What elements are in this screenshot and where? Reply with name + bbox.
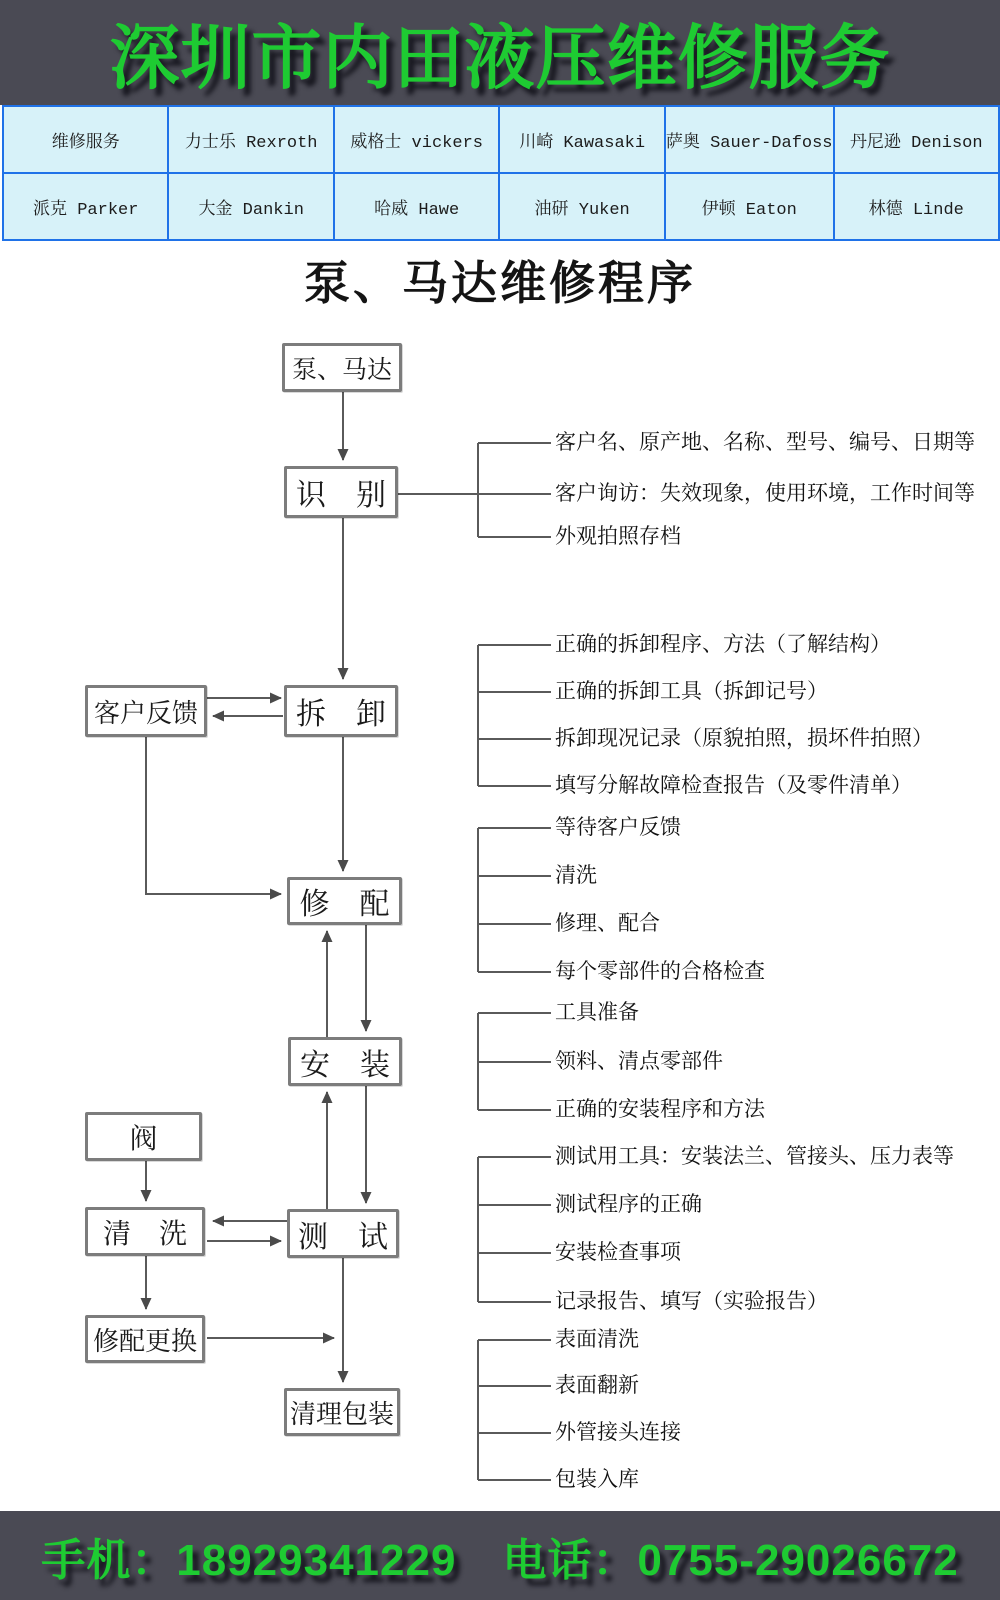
brand-cell-rexroth: 力士乐 Rexroth (169, 107, 332, 172)
annotation-item: 每个零部件的合格检查 (555, 960, 765, 983)
annotation-item: 测试程序的正确 (555, 1193, 702, 1216)
annotation-item: 领料、清点零部件 (555, 1050, 723, 1073)
annotation-item: 拆卸现况记录（原貌拍照，损坏件拍照） (555, 727, 933, 750)
annotation-item: 正确的拆卸程序、方法（了解结构） (555, 633, 891, 656)
brand-cell-kawasaki: 川崎 Kawasaki (500, 107, 663, 172)
brand-cell-parker: 派克 Parker (4, 174, 167, 239)
annotation-item: 包装入库 (555, 1468, 639, 1491)
brand-table (2, 105, 1000, 241)
header-band (0, 0, 1000, 105)
brand-cell-repair-service: 维修服务 (4, 107, 167, 172)
annotation-item: 测试用工具：安装法兰、管接头、压力表等 (555, 1145, 954, 1168)
phone-number: 电话：0755-29026672 (502, 1535, 959, 1585)
node-repair: 修 配 (287, 877, 402, 925)
company-title: 深圳市内田液压维修服务 (109, 19, 891, 97)
node-clean: 清 洗 (85, 1207, 205, 1256)
annotation-item: 正确的拆卸工具（拆卸记号） (555, 680, 828, 703)
annotation-item: 正确的安装程序和方法 (555, 1098, 765, 1121)
mobile-number: 手机：18929341229 (41, 1535, 457, 1585)
brand-cell-hawe: 哈威 Hawe (335, 174, 498, 239)
node-assemble: 安 装 (288, 1037, 402, 1086)
node-customer-feedback: 客户反馈 (85, 685, 207, 737)
node-disassemble: 拆 卸 (284, 685, 398, 737)
annotation-item: 表面翻新 (555, 1374, 639, 1397)
annotation-item: 客户询访：失效现象，使用环境，工作时间等 (555, 482, 975, 505)
node-test: 测 试 (287, 1209, 399, 1258)
brand-cell-linde: 林德 Linde (835, 174, 998, 239)
brand-cell-eaton: 伊顿 Eaton (666, 174, 833, 239)
annotation-item: 客户名、原产地、名称、型号、编号、日期等 (555, 431, 975, 454)
node-identify: 识 别 (284, 466, 398, 518)
annotation-item: 表面清洗 (555, 1328, 639, 1351)
annotation-item: 填写分解故障检查报告（及零件清单） (555, 774, 912, 797)
annotation-item: 清洗 (555, 864, 597, 887)
brand-cell-dankin: 大金 Dankin (169, 174, 332, 239)
annotation-item: 记录报告、填写（实验报告） (555, 1290, 828, 1313)
node-pump-motor: 泵、马达 (282, 343, 402, 392)
annotation-item: 修理、配合 (555, 912, 660, 935)
node-repair-replace: 修配更换 (85, 1315, 205, 1363)
annotation-item: 安装检查事项 (555, 1241, 681, 1264)
brand-cell-denison: 丹尼逊 Denison (835, 107, 998, 172)
brand-cell-vickers: 威格士 vickers (335, 107, 498, 172)
annotation-item: 等待客户反馈 (555, 816, 681, 839)
annotation-item: 外观拍照存档 (555, 525, 681, 548)
annotation-item: 工具准备 (555, 1001, 639, 1024)
diagram-title: 泵、马达维修程序 (304, 257, 696, 309)
brand-cell-yuken: 油研 Yuken (500, 174, 663, 239)
node-clean-pack: 清理包装 (284, 1388, 400, 1436)
brand-cell-sauer: 萨奥 Sauer-Dafoss (666, 107, 833, 172)
annotation-item: 外管接头连接 (555, 1421, 681, 1444)
footer-band (0, 1511, 1000, 1600)
node-valve: 阀 (85, 1112, 202, 1161)
